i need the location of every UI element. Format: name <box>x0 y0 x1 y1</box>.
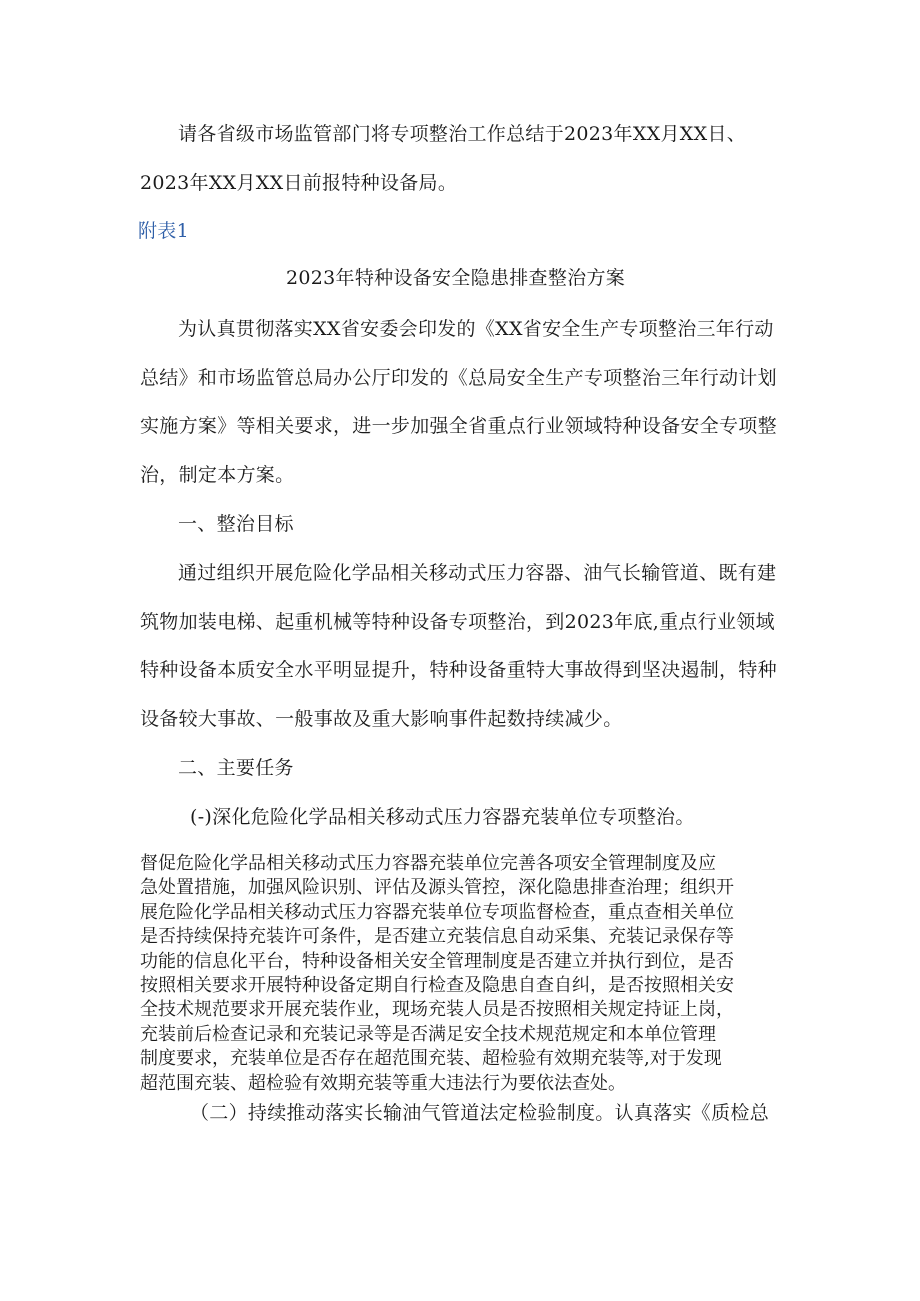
section1-line-1: 通过组织开展危险化学品相关移动式压力容器、油气长输管道、既有建 <box>178 562 777 584</box>
body-line: 督促危险化学品相关移动式压力容器充装单位完善各项安全管理制度及应 <box>140 853 716 874</box>
section1-line-2: 筑物加装电梯、起重机械等特种设备专项整治，到2023年底,重点行业领域 <box>140 611 775 633</box>
intro-line-2: 2023年XX月XX日前报特种设备局。 <box>140 172 458 194</box>
body-line: 展危险化学品相关移动式压力容器充装单位专项监督检查，重点查相关单位 <box>140 901 734 923</box>
attachment-label: 附表1 <box>138 220 189 242</box>
body-line: 是否持续保持充装许可条件，是否建立充装信息自动采集、充装记录保存等 <box>140 926 734 948</box>
preamble-line-4: 治，制定本方案。 <box>140 464 295 486</box>
body-line: 充装前后检查记录和充装记录等是否满足安全技术规范规定和本单位管理 <box>140 1023 716 1045</box>
section1-heading: 一、整治目标 <box>178 513 294 535</box>
body-line: 超范围充装、超检验有效期充装等重大违法行为要依法查处。 <box>140 1072 626 1094</box>
preamble-line-1: 为认真贯彻落实XX省安委会印发的《XX省安全生产专项整治三年行动 <box>178 318 774 340</box>
subsection2-line: （二）持续推动落实长输油气管道法定检验制度。认真落实《质检总 <box>190 1102 770 1124</box>
section2-heading: 二、主要任务 <box>178 757 294 779</box>
document-title: 2023年特种设备安全隐患排查整治方案 <box>286 267 626 289</box>
body-line: 全技术规范要求开展充装作业，现场充装人员是否按照相关规定持证上岗， <box>140 999 734 1021</box>
section1-line-3: 特种设备本质安全水平明显提升，特种设备重特大事故得到坚决遏制，特种 <box>140 659 777 681</box>
body-line: 急处置措施，加强风险识别、评估及源头管控，深化隐患排查治理；组织开 <box>140 877 734 899</box>
intro-line-1: 请各省级市场监管部门将专项整治工作总结于2023年XX月XX日、 <box>178 123 747 145</box>
body-line: 功能的信息化平台，特种设备相关安全管理制度是否建立并执行到位，是否 <box>140 950 734 972</box>
section1-line-4: 设备较大事故、一般事故及重大影响事件起数持续减少。 <box>140 708 623 730</box>
preamble-line-3: 实施方案》等相关要求，进一步加强全省重点行业领域特种设备安全专项整 <box>140 415 777 437</box>
body-line: 制度要求，充装单位是否存在超范围充装、超检验有效期充装等,对于发现 <box>140 1048 722 1070</box>
preamble-line-2: 总结》和市场监管总局办公厅印发的《总局安全生产专项整治三年行动计划 <box>140 367 777 389</box>
body-line: 按照相关要求开展特种设备定期自行检查及隐患自查自纠，是否按照相关安 <box>140 975 734 997</box>
subsection1-heading: (-)深化危险化学品相关移动式压力容器充装单位专项整治。 <box>190 806 695 828</box>
subsection1-body <box>140 852 800 1096</box>
